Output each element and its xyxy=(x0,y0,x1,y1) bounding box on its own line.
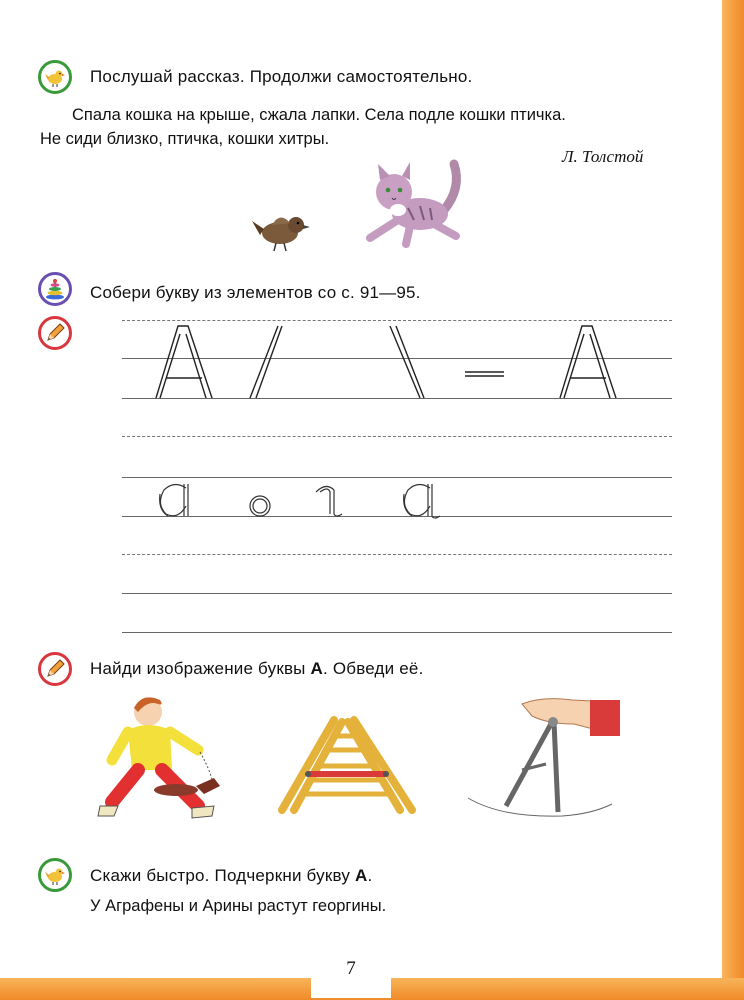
bird-icon xyxy=(38,60,72,94)
task3-letter: А xyxy=(310,659,324,678)
task3-text: Найди изображение буквы xyxy=(90,659,311,678)
element-left-stroke xyxy=(250,326,282,398)
task3-instruction xyxy=(90,659,424,679)
task4-letter: А xyxy=(354,866,368,885)
guide-line xyxy=(122,436,672,437)
print-letter-elements xyxy=(120,316,680,406)
page-number: 7 xyxy=(311,938,391,998)
pencil-icon xyxy=(38,652,72,686)
sparrow-illustration xyxy=(250,205,312,255)
guide-line xyxy=(122,554,672,555)
task2-instruction: Собери букву из элементов со с. 91—95. xyxy=(90,283,421,302)
cursive-a-1 xyxy=(160,484,188,516)
ladder-A-illustration xyxy=(272,714,422,814)
cursive-hook xyxy=(316,486,342,516)
guide-line xyxy=(122,632,672,633)
cursive-a-2 xyxy=(404,484,440,518)
page-border-right xyxy=(722,0,744,1000)
guide-line xyxy=(122,593,672,594)
task4-instruction xyxy=(90,866,372,886)
task4-text: Скажи быстро. Подчеркни букву xyxy=(90,866,355,885)
task3-text-end: . Обведи её. xyxy=(323,659,424,678)
cursive-letter-elements xyxy=(150,470,450,522)
element-right-stroke xyxy=(390,326,424,398)
story-author: Л. Толстой xyxy=(562,147,644,166)
boy-running-illustration xyxy=(92,690,242,830)
tongue-twister: У Аграфены и Арины растут георгины. xyxy=(90,897,387,915)
letter-A-outline-1 xyxy=(156,326,212,398)
compass-hand-illustration xyxy=(462,694,622,824)
bird-icon xyxy=(38,858,72,892)
letter-A-outline-2 xyxy=(560,326,616,398)
pencil-icon xyxy=(38,316,72,350)
task1-instruction: Послушай рассказ. Продолжи самостоятельно. xyxy=(90,67,473,86)
element-crossbar xyxy=(465,372,504,376)
story-line-2: Не сиди близко, птичка, кошки хитры. xyxy=(40,130,330,148)
pyramid-toy-icon xyxy=(38,272,72,306)
task4-text-end: . xyxy=(367,866,373,885)
cat-illustration xyxy=(358,158,470,250)
story-line-1: Спала кошка на крыше, сжала лапки. Села подле кошки птичка. xyxy=(72,106,566,124)
